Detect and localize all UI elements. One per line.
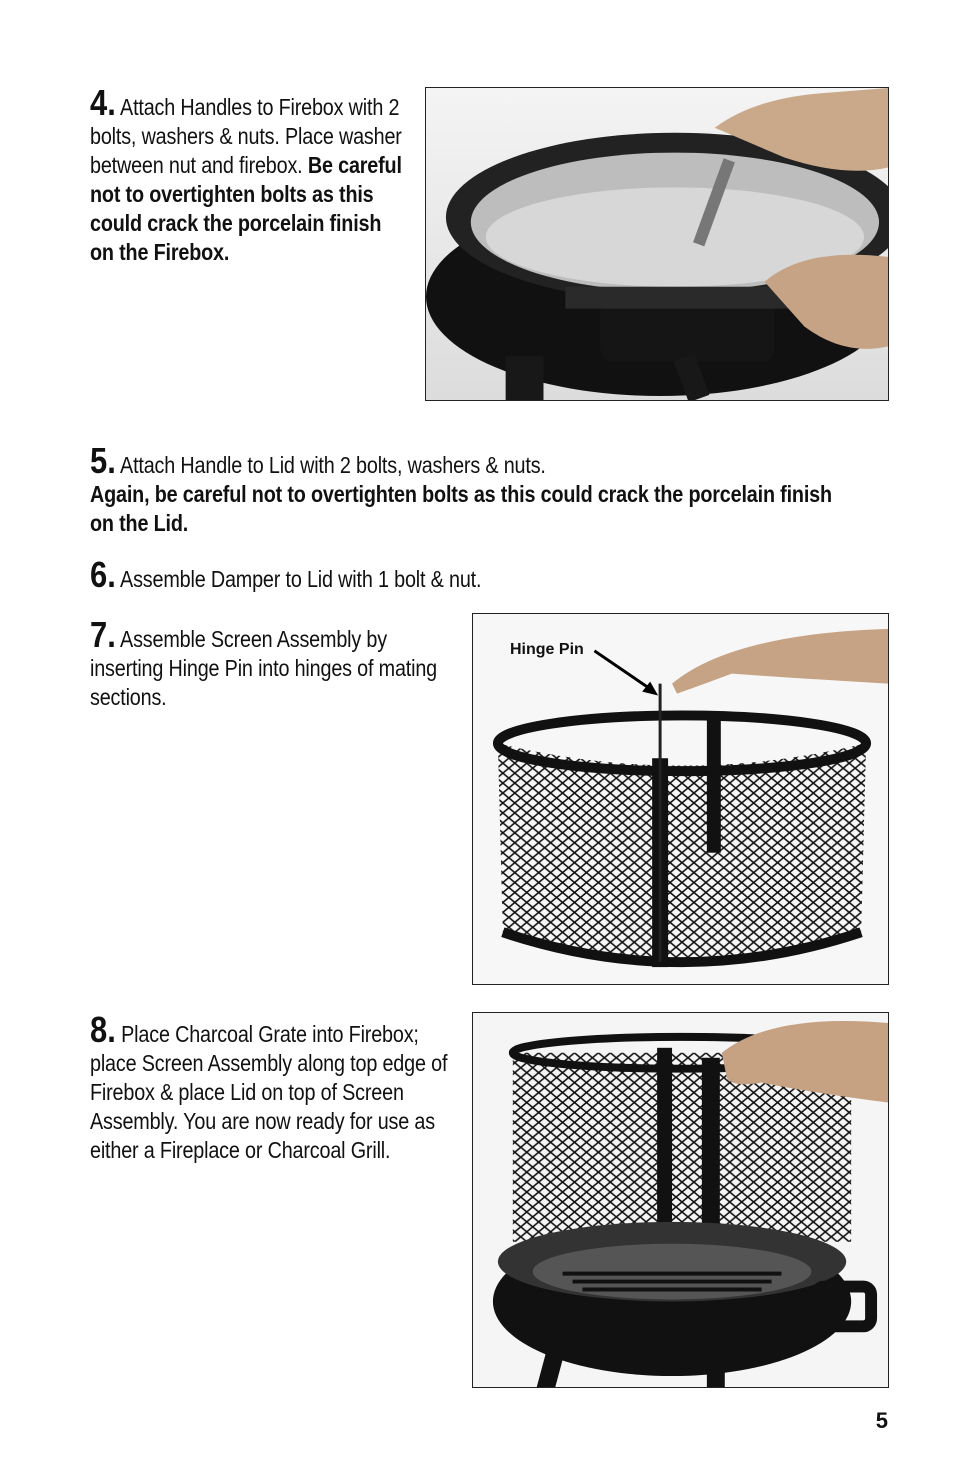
step-4	[90, 82, 408, 267]
step-number: 4.	[90, 82, 116, 123]
step-6	[90, 554, 778, 595]
step-8	[90, 1009, 456, 1165]
step-text: Assemble Damper to Lid with 1 bolt & nut.	[120, 566, 482, 592]
step-text: Place Charcoal Grate into Firebox; place Screen Assembly along top edge of Firebox & place Lid on top of Screen Assembly. You are now ready for use as either a Fireplace or Charcoal Grill.	[90, 1021, 448, 1163]
step-number: 8.	[90, 1009, 116, 1050]
photo-attach-handles-firebox	[425, 87, 889, 401]
step-number: 6.	[90, 554, 116, 595]
step-number: 5.	[90, 440, 116, 481]
step-text: Attach Handle to Lid with 2 bolts, washers & nuts.	[120, 452, 546, 478]
step-7	[90, 614, 456, 712]
step-text: Assemble Screen Assembly by inserting Hinge Pin into hinges of mating sections.	[90, 626, 438, 710]
step-number: 7.	[90, 614, 116, 655]
photo-assembled-grill	[472, 1012, 889, 1388]
step-text: Attach Handles to Firebox with 2 bolts, washers & nuts. Place washer between nut and firebox.	[90, 94, 402, 178]
page-number: 5	[875, 1408, 888, 1433]
step-5	[90, 440, 847, 538]
callout-hinge-pin: Hinge Pin	[510, 641, 584, 658]
step-warning: Be careful not to overtighten bolts as this could crack the porcelain finish on the Firebox.	[90, 152, 402, 265]
step-warning: Again, be careful not to overtighten bolts as this could crack the porcelain finish on the Lid.	[90, 481, 832, 536]
photo-screen-assembly	[472, 613, 889, 985]
